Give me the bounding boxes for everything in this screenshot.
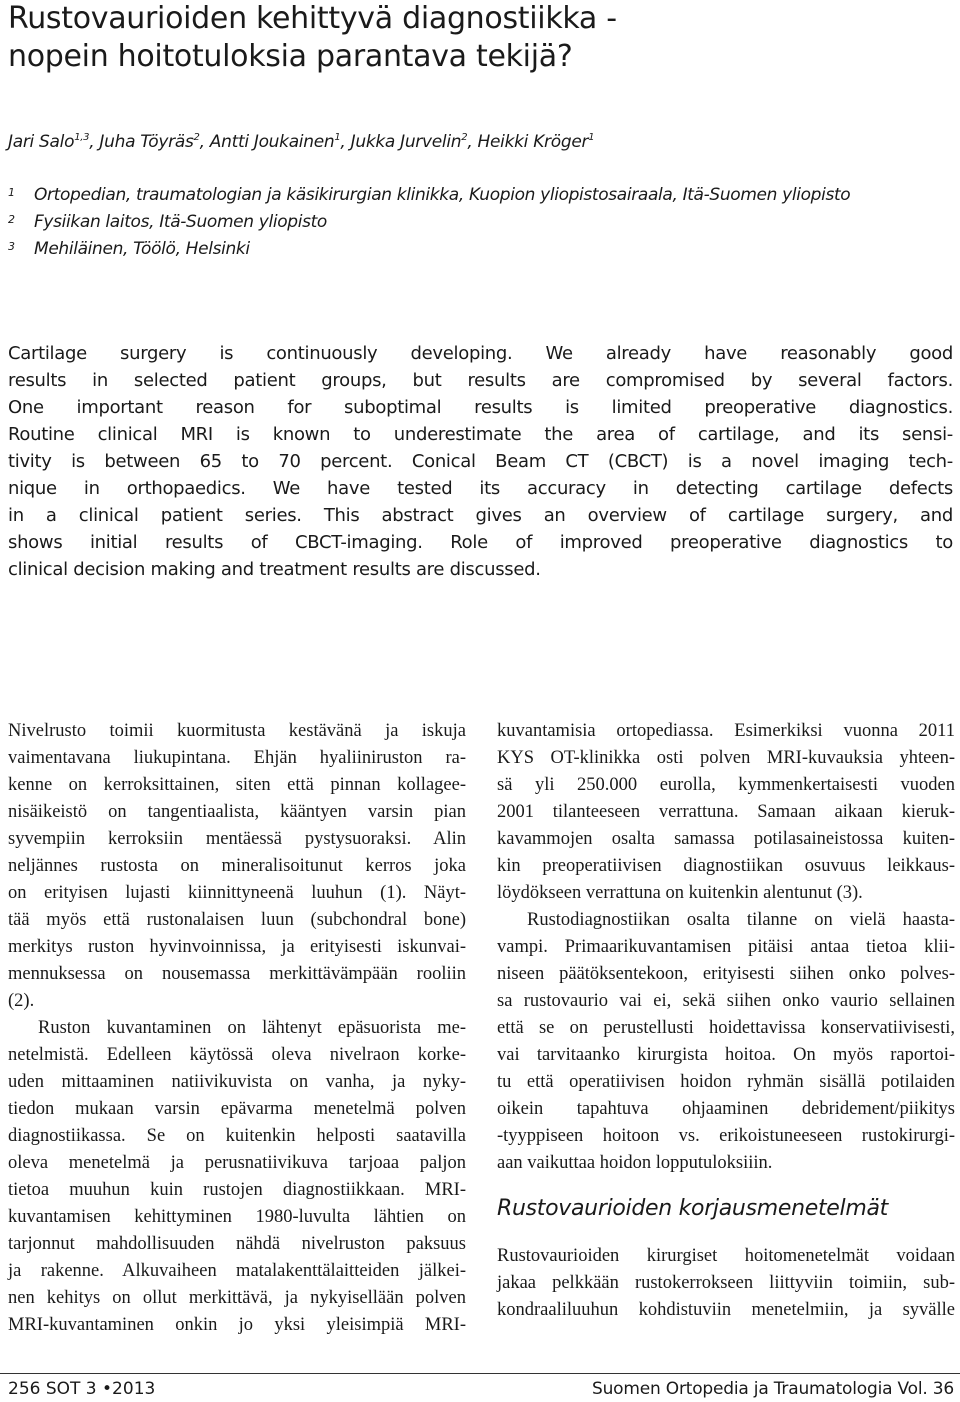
body-text-line: niseen päätöksentekoon, erityisesti siihen onko polves- <box>497 964 955 984</box>
body-text-line: tää myös että rustonalaisen luun (subchondral bone) <box>8 910 466 930</box>
body-text-line: oikein tapahtuva ohjaaminen debridement/piikitys <box>497 1099 955 1119</box>
author-list: Jari Salo$^{1,3}$, Juha Töyräs$^2$, Antti Joukainen$^1$, Jukka Jurvelin$^2$, Heikki Kröger$^1$ <box>8 132 595 152</box>
affiliation-number: 2 <box>8 213 15 226</box>
body-column-right <box>497 718 955 1324</box>
author-name: Jari Salo <box>8 132 75 152</box>
body-text-line: Nivelrusto toimii kuormitusta kestävänä ja iskuja <box>8 721 466 741</box>
body-text-line: vampi. Primaarikuvantamisen pitäisi antaa tietoa klii- <box>497 937 955 957</box>
body-text-line: aan vaikuttaa hoidon lopputuloksiiin. <box>497 1153 773 1173</box>
author-name: Antti Joukainen <box>209 132 335 152</box>
body-text-line: tarjonnut mahdollisuuden nähdä nivelruston paksuus <box>8 1234 466 1254</box>
affiliation-number: 1 <box>8 186 15 199</box>
author-name: Heikki Kröger <box>477 132 589 152</box>
author-affiliation-mark: 1 <box>588 132 595 143</box>
body-text-line: MRI-kuvantaminen onkin jo yksi yleisimpiä MRI- <box>8 1315 466 1335</box>
abstract-line: clinical decision making and treatment results are discussed. <box>8 559 541 580</box>
body-text-line: vaimentavana liukupintana. Ehjän hyaliiniruston ra- <box>8 748 466 768</box>
article-title <box>8 0 948 76</box>
abstract-line: in a clinical patient series. This abstract gives an overview of cartilage surgery, and <box>8 505 953 526</box>
body-text-line: Rustovaurioiden kirurgiset hoitomenetelmät voidaan <box>497 1246 955 1266</box>
affiliation-item <box>8 182 953 209</box>
abstract-line: nique in orthopaedics. We have tested its accuracy in detecting cartilage defects <box>8 478 953 499</box>
author-name: Jukka Jurvelin <box>350 132 462 152</box>
english-abstract <box>8 340 953 583</box>
body-text-line: Rustodiagnostiikan osalta tilanne on vielä haasta- <box>527 910 955 930</box>
author-affiliation-mark: 2 <box>461 132 468 143</box>
body-text-line: oleva menetelmä ja perusnatiivikuva tarjoaa paljon <box>8 1153 466 1173</box>
footer-rule <box>0 1373 960 1374</box>
body-text-line: merkitys ruston hyvinvoinnissa, ja erityisesti iskunvai- <box>8 937 466 957</box>
body-text-line: uden mittaaminen natiivikuvista on vanha, ja nyky- <box>8 1072 466 1092</box>
affiliation-number: 3 <box>8 240 15 253</box>
body-text-line: vai tarvitaanko kirurgista hoitoa. On myös raportoi- <box>497 1045 955 1065</box>
body-text-line: on erityisen lujasti kiinnittyneenä luuhun (1). Näyt- <box>8 883 466 903</box>
body-text-line: kenne on kerroksittainen, siten että pinnan kollagee- <box>8 775 466 795</box>
body-text-line: Ruston kuvantaminen on lähtenyt epäsuorista me- <box>38 1018 466 1038</box>
body-text-line: nen kehitys on ollut merkittävä, ja nykyisellään polven <box>8 1288 466 1308</box>
footer-issue-info: 256 SOT 3 •2013 <box>8 1379 156 1399</box>
author-affiliation-mark: 1 <box>334 132 341 143</box>
body-text-line: sa rustovaurio vai ei, sekä siihen onko vaurio sellainen <box>497 991 955 1011</box>
body-text-line: sä yli 250.000 eurolla, kymmenkertaisesti vuoden <box>497 775 955 795</box>
abstract-line: Routine clinical MRI is known to underestimate the area of cartilage, and its sensi- <box>8 424 953 445</box>
body-text-line: tietoa muuhun kuin rustojen diagnostiikkaan. MRI- <box>8 1180 466 1200</box>
body-column-left <box>8 718 466 1339</box>
body-text-line: kavammojen osalta samassa potilasaineistossa kuiten- <box>497 829 955 849</box>
body-text-line: ja rakenne. Alkuvaiheen matalakenttälaitteiden jälkei- <box>8 1261 466 1281</box>
author-affiliation-mark: 2 <box>193 132 200 143</box>
body-text-line: netelmistä. Edelleen käytössä oleva nivelraon korke- <box>8 1045 466 1065</box>
affiliation-text: Mehiläinen, Töölö, Helsinki <box>34 239 250 259</box>
body-text-line: kuvantamisia ortopediassa. Esimerkiksi vuonna 2011 <box>497 721 955 741</box>
body-text-line: tiedon mukaan varsin epävarma menetelmä polven <box>8 1099 466 1119</box>
abstract-line: results in selected patient groups, but results are compromised by several factors. <box>8 370 953 391</box>
title-line-2: nopein hoitotuloksia parantava tekijä? <box>8 39 573 74</box>
affiliation-item <box>8 236 953 263</box>
body-text-line: kondraaliluuhun kohdistuviin menetelmiin, ja syvälle <box>497 1300 955 1320</box>
body-text-line: 2001 tilanteeseen verrattuna. Samaan aikaan kieruk- <box>497 802 955 822</box>
body-text-line: syvempiin kerroksiin mentäessä pystysuoraksi. Alin <box>8 829 466 849</box>
abstract-line: shows initial results of CBCT-imaging. Role of improved preoperative diagnostics to <box>8 532 953 553</box>
section-heading: Rustovaurioiden korjausmenetelmät <box>497 1196 888 1221</box>
affiliation-list <box>8 182 953 263</box>
body-text-line: tu että operatiivisen hoidon ryhmän sisällä potilaiden <box>497 1072 955 1092</box>
author-name: Juha Töyräs <box>99 132 194 152</box>
affiliation-text: Ortopedian, traumatologian ja käsikirurgian klinikka, Kuopion yliopistosairaala, Itä-Suomen yliopisto <box>34 185 851 205</box>
body-text-line: että se on perustellusti hoidettavissa konservatiivisesti, <box>497 1018 955 1038</box>
affiliation-item <box>8 209 953 236</box>
body-text-line: kuvantamisen kehittyminen 1980-luvulta lähtien on <box>8 1207 466 1227</box>
body-text-line: jakaa pelkkään rustokerrokseen liittyviin toimiin, sub- <box>497 1273 955 1293</box>
affiliation-text: Fysiikan laitos, Itä-Suomen yliopisto <box>34 212 327 232</box>
body-text-line: -tyyppiseen hoitoon vs. erikoistuneeseen rustokirurgi- <box>497 1126 955 1146</box>
body-text-line: kin preoperatiivisen diagnostiikan osuvuus leikkaus- <box>497 856 955 876</box>
body-text-line: nisäikeistö on tangentiaalista, kääntyen varsin pian <box>8 802 466 822</box>
body-text-line: (2). <box>8 991 35 1011</box>
title-line-1: Rustovaurioiden kehittyvä diagnostiikka - <box>8 1 617 36</box>
body-text-line: diagnostiikassa. Se on kuitenkin helposti saatavilla <box>8 1126 466 1146</box>
abstract-line: Cartilage surgery is continuously developing. We already have reasonably good <box>8 343 953 364</box>
body-text-line: löydökseen verrattuna on kuitenkin alentunut (3). <box>497 883 863 903</box>
body-text-line: neljännes rustosta on mineralisoitunut kerros joka <box>8 856 466 876</box>
author-affiliation-mark: 1,3 <box>74 132 90 143</box>
footer-journal-name: Suomen Ortopedia ja Traumatologia Vol. 36 <box>592 1379 954 1399</box>
abstract-line: One important reason for suboptimal results is limited preoperative diagnostics. <box>8 397 953 418</box>
body-text-line: mennuksessa on nousemassa merkittävämpään rooliin <box>8 964 466 984</box>
abstract-line: tivity is between 65 to 70 percent. Conical Beam CT (CBCT) is a novel imaging tech- <box>8 451 953 472</box>
body-text-line: KYS OT-klinikka osti polven MRI-kuvauksia yhteen- <box>497 748 955 768</box>
